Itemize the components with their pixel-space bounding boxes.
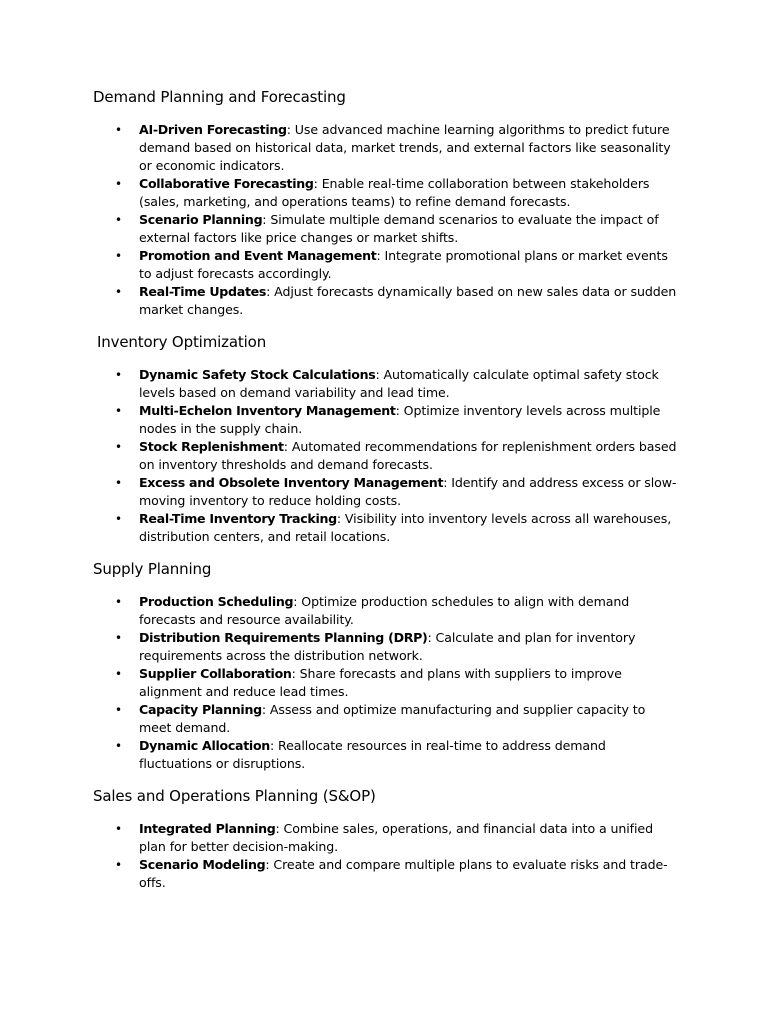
item-term: Scenario Planning [139,212,263,227]
bullet-icon: • [115,285,122,299]
bullet-icon: • [115,858,122,872]
list-item [93,701,678,737]
item-description: : Optimize production schedules to align with demand forecasts and resource availability. [139,594,630,627]
list-item [93,820,678,856]
item-description: : Integrate promotional plans or market events to adjust forecasts accordingly. [139,248,668,281]
item-term: Promotion and Event Management [139,248,377,263]
item-description: : Enable real-time collaboration between stakeholders (sales, marketing, and operations teams) to refine demand forecasts. [139,176,650,209]
bullet-icon: • [115,595,122,609]
item-description: : Adjust forecasts dynamically based on new sales data or sudden market changes. [139,284,677,317]
item-term: Multi-Echelon Inventory Management [139,403,396,418]
item-description: : Share forecasts and plans with suppliers to improve alignment and reduce lead times. [139,666,622,699]
item-description: : Combine sales, operations, and financial data into a unified plan for better decision-making. [139,821,653,854]
list-item [93,211,678,247]
item-term: Real-Time Updates [139,284,267,299]
bullet-icon: • [115,249,122,263]
item-description: : Automatically calculate optimal safety stock levels based on demand variability and lead time. [139,367,659,400]
item-term: Integrated Planning [139,821,276,836]
bullet-list [93,366,678,546]
list-item [93,121,678,175]
item-term: Supplier Collaboration [139,666,292,681]
section-sop [93,785,678,892]
list-item [93,474,678,510]
list-item [93,402,678,438]
bullet-icon: • [115,631,122,645]
section-demand-planning [93,86,678,319]
item-description: : Simulate multiple demand scenarios to evaluate the impact of external factors like price changes or market shifts. [139,212,659,245]
list-item [93,283,678,319]
item-description: : Optimize inventory levels across multiple nodes in the supply chain. [139,403,661,436]
bullet-icon: • [115,404,122,418]
list-item [93,629,678,665]
item-term: Capacity Planning [139,702,262,717]
bullet-list [93,593,678,773]
item-description: : Identify and address excess or slow-moving inventory to reduce holding costs. [139,475,677,508]
section-title: Inventory Optimization [97,333,267,351]
item-term: Scenario Modeling [139,857,266,872]
list-item [93,175,678,211]
list-item [93,510,678,546]
bullet-icon: • [115,822,122,836]
section-title: Demand Planning and Forecasting [93,88,346,106]
item-term: Stock Replenishment [139,439,284,454]
item-description: : Create and compare multiple plans to evaluate risks and trade-offs. [139,857,668,890]
list-item [93,438,678,474]
bullet-icon: • [115,213,122,227]
bullet-list [93,820,678,892]
bullet-list [93,121,678,319]
item-term: AI-Driven Forecasting [139,122,287,137]
item-description: : Reallocate resources in real-time to address demand fluctuations or disruptions. [139,738,606,771]
section-title: Sales and Operations Planning (S&OP) [93,787,376,805]
list-item [93,593,678,629]
item-term: Distribution Requirements Planning (DRP) [139,630,428,645]
section-supply-planning [93,558,678,773]
item-description: : Calculate and plan for inventory requirements across the distribution network. [139,630,636,663]
item-description: : Automated recommendations for replenishment orders based on inventory thresholds and demand forecasts. [139,439,677,472]
item-term: Excess and Obsolete Inventory Management [139,475,444,490]
section-title: Supply Planning [93,560,212,578]
bullet-icon: • [115,368,122,382]
list-item [93,665,678,701]
bullet-icon: • [115,667,122,681]
bullet-icon: • [115,440,122,454]
list-item [93,737,678,773]
item-description: : Assess and optimize manufacturing and supplier capacity to meet demand. [139,702,646,735]
item-description: : Visibility into inventory levels across all warehouses, distribution centers, and retail locations. [139,511,672,544]
item-term: Real-Time Inventory Tracking [139,511,337,526]
list-item [93,247,678,283]
section-inventory-optimization [93,331,678,546]
list-item [93,856,678,892]
item-term: Collaborative Forecasting [139,176,314,191]
bullet-icon: • [115,739,122,753]
item-description: : Use advanced machine learning algorithms to predict future demand based on historical data, market trends, and external factors like seasonality or economic indicators. [139,122,671,173]
list-item [93,366,678,402]
item-term: Production Scheduling [139,594,294,609]
bullet-icon: • [115,476,122,490]
item-term: Dynamic Allocation [139,738,270,753]
bullet-icon: • [115,703,122,717]
bullet-icon: • [115,177,122,191]
item-term: Dynamic Safety Stock Calculations [139,367,376,382]
bullet-icon: • [115,512,122,526]
bullet-icon: • [115,123,122,137]
